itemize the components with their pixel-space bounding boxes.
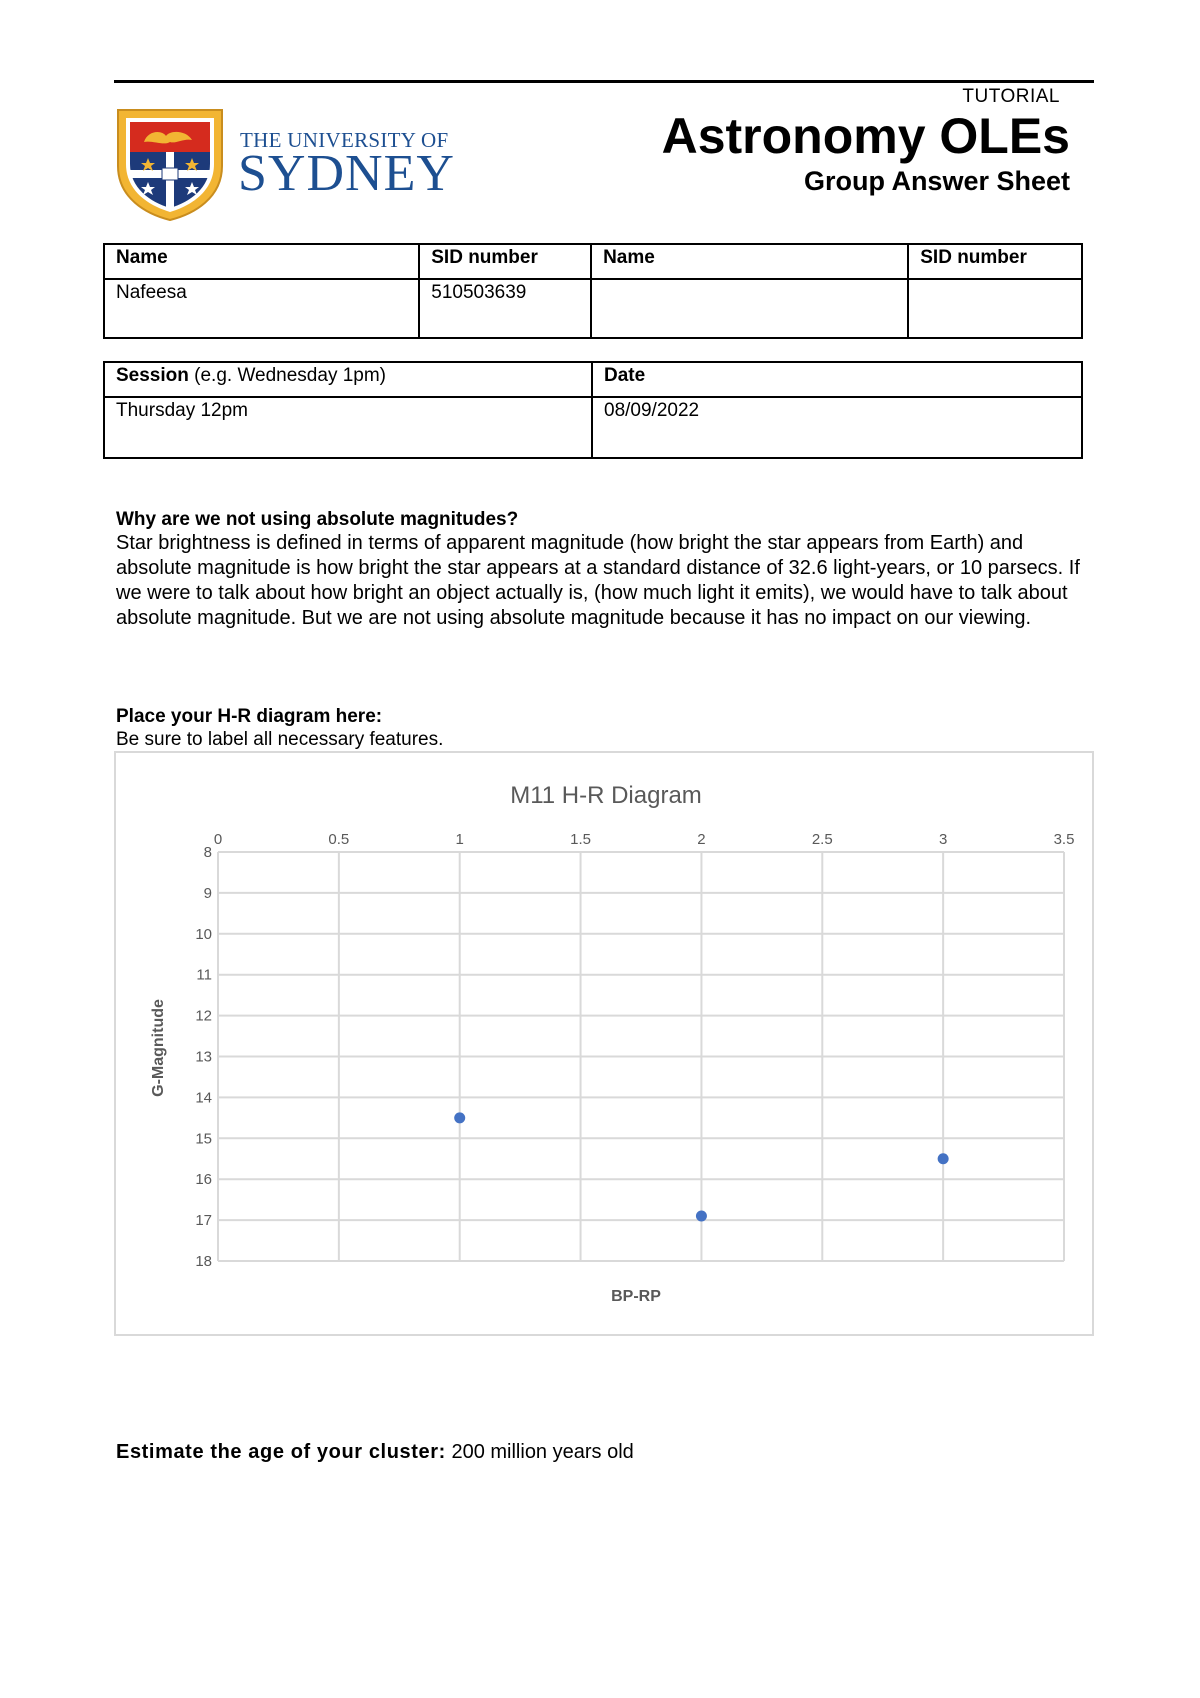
question-absolute-magnitude-answer: Star brightness is defined in terms of apparent magnitude (how bright the star appears from Earth) and absolute magnitude is how bright the star appears at a standard distance of 32.6 light-years, or 10 parsecs. If we were to talk about how bright an object actually is, (how much light it emits), we would have to talk about absolute magnitude. But we are not using absolute magnitude because it has no impact on our viewing.: [116, 532, 1080, 629]
name-cell-1[interactable]: Nafeesa: [104, 279, 419, 338]
y-tick-label: 16: [195, 1171, 212, 1189]
x-tick-label: 2.5: [811, 831, 833, 848]
x-tick-label: 3: [938, 831, 948, 848]
age-question-answer[interactable]: 200 million years old: [451, 1441, 634, 1463]
hr-chart: [116, 753, 1092, 1334]
university-crest-logo: [114, 106, 226, 222]
y-tick-label: 18: [195, 1253, 212, 1270]
age-question-label: Estimate the age of your cluster:: [116, 1441, 446, 1463]
university-name-line1: THE UNIVERSITY OF: [240, 128, 449, 152]
session-header: [104, 362, 592, 397]
names-table: [103, 243, 1083, 339]
y-tick-label: 11: [196, 966, 212, 984]
hr-chart-frame: [114, 751, 1094, 1336]
university-name-line2: SYDNEY: [238, 145, 455, 202]
y-axis-label: G-Magnitude: [150, 999, 167, 1097]
sid-cell-2[interactable]: [908, 279, 1082, 338]
y-tick-label: 17: [195, 1212, 212, 1230]
name-header-2: Name: [591, 244, 908, 279]
x-axis-label: BP-RP: [611, 1288, 661, 1305]
session-header-label: Session: [116, 365, 189, 386]
name-cell-2[interactable]: [591, 279, 908, 338]
y-tick-label: 14: [195, 1089, 212, 1107]
question-absolute-magnitude-heading: Why are we not using absolute magnitudes?: [116, 509, 519, 530]
data-point: [938, 1153, 949, 1164]
y-tick-label: 15: [195, 1130, 212, 1148]
y-tick-label: 9: [203, 884, 212, 902]
data-point: [696, 1211, 707, 1222]
y-tick-label: 12: [195, 1007, 212, 1025]
tutorial-label: TUTORIAL: [962, 86, 1060, 107]
date-cell[interactable]: 08/09/2022: [592, 397, 1082, 458]
hr-diagram-instruction: Be sure to label all necessary features.: [116, 729, 444, 750]
date-header: Date: [592, 362, 1082, 397]
hr-diagram-heading: Place your H-R diagram here:: [116, 706, 383, 727]
y-tick-label: 10: [195, 925, 212, 943]
x-tick-label: 3.5: [1053, 831, 1075, 848]
top-rule: [114, 80, 1094, 83]
age-question: [116, 1441, 634, 1464]
x-tick-label: 2: [697, 831, 706, 848]
session-cell[interactable]: Thursday 12pm: [104, 397, 592, 458]
x-tick-label: 1.5: [570, 831, 592, 848]
name-header-1: Name: [104, 244, 419, 279]
session-header-hint: (e.g. Wednesday 1pm): [194, 365, 387, 386]
x-tick-label: 0.5: [328, 831, 350, 848]
sid-header-2: SID number: [908, 244, 1082, 279]
y-tick-label: 8: [203, 844, 212, 861]
sid-cell-1[interactable]: 510503639: [419, 279, 591, 338]
x-tick-label: 0: [213, 831, 223, 848]
session-table: [103, 361, 1083, 459]
page-title: Astronomy OLEs: [661, 108, 1070, 164]
chart-grid: [218, 852, 1064, 1261]
y-tick-label: 13: [195, 1048, 212, 1066]
data-point: [454, 1112, 465, 1123]
page-subtitle: Group Answer Sheet: [803, 166, 1070, 196]
chart-title: M11 H-R Diagram: [510, 782, 702, 809]
x-tick-label: 1: [455, 831, 464, 848]
sid-header-1: SID number: [419, 244, 591, 279]
